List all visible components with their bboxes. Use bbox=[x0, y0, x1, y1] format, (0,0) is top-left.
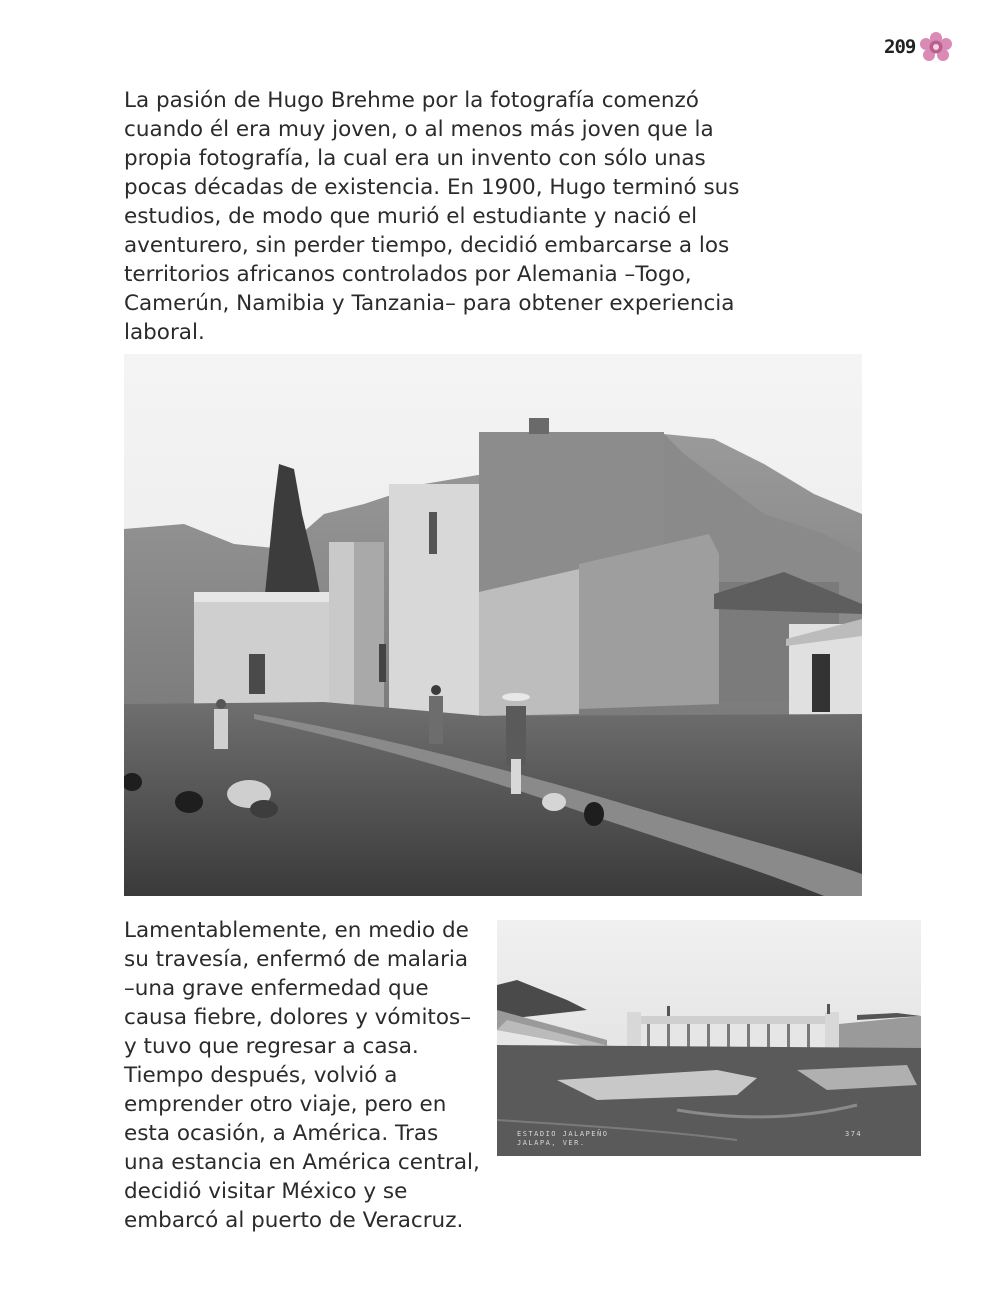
village-street-photo bbox=[124, 354, 862, 896]
photo-caption-place: JALAPA, VER. bbox=[517, 1139, 586, 1147]
photo-caption-title: ESTADIO JALAPEÑO bbox=[517, 1130, 609, 1138]
photo-number: 374 bbox=[845, 1130, 863, 1138]
flower-icon bbox=[919, 31, 953, 63]
page-number: 209 bbox=[884, 36, 916, 58]
travel-paragraph: Lamentablemente, en medio de su travesía, enfermó de malaria –una grave enfermedad que causa fiebre, dolores y vómitos– y tuvo que regresar a casa. Tiempo después, volvió a emprender otro viaje, pero en esta ocasión, a América. Tras una estancia en América central, decidió visitar México y se embarcó al puerto de Veracruz. bbox=[124, 918, 480, 1233]
intro-paragraph: La pasión de Hugo Brehme por la fotografía comenzó cuando él era muy joven, o al menos más joven que la propia fotografía, la cual era un invento con sólo unas pocas décadas de existencia. En 1900, Hugo terminó sus estudios, de modo que murió el estudiante y nació el aventurero, sin perder tiempo, decidió embarcarse a los territorios africanos controlados por Alemania –Togo, Camerún, Namibia y Tanzania– para obtener experiencia laboral. bbox=[124, 88, 740, 345]
stadium-photo bbox=[497, 920, 921, 1156]
